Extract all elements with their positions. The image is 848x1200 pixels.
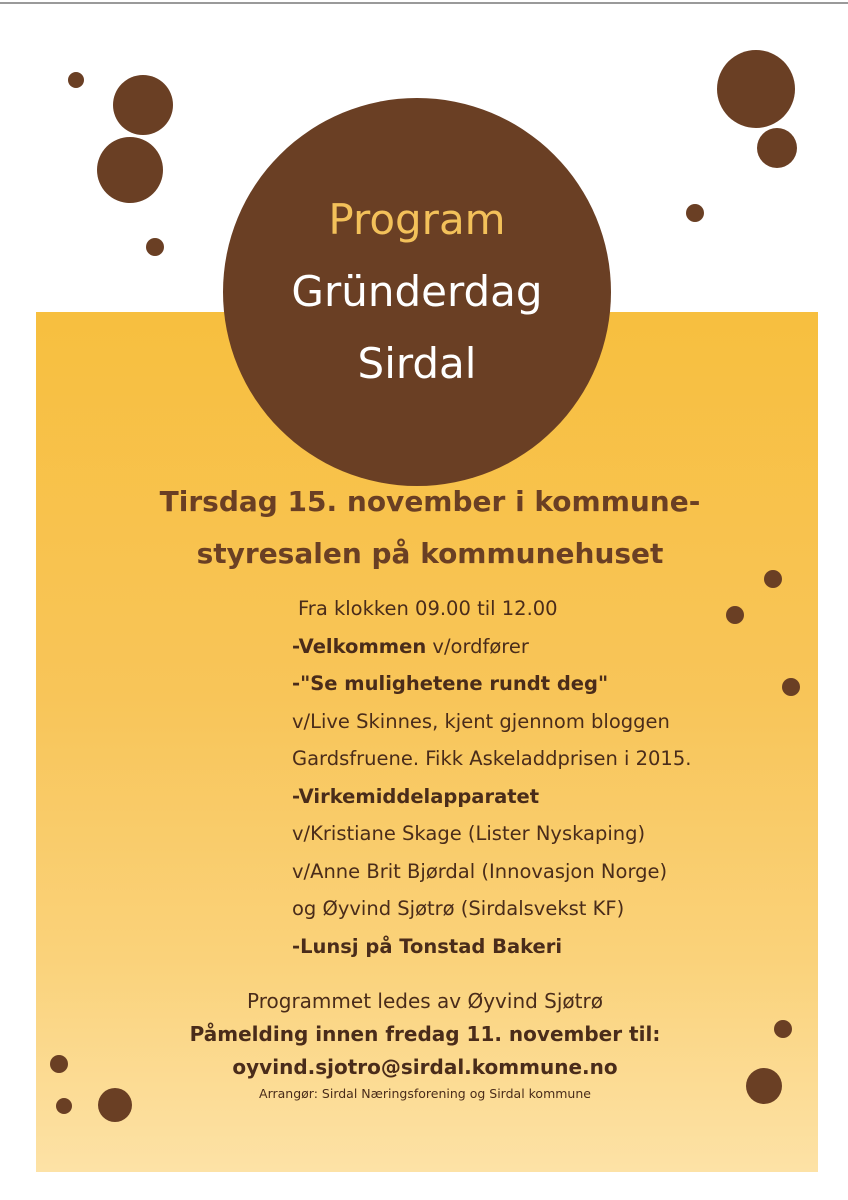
footer-host: Programmet ledes av Øyvind Sjøtrø	[247, 989, 603, 1013]
footer-email: oyvind.sjotro@sirdal.kommune.no	[232, 1055, 618, 1079]
decorative-dot	[68, 72, 84, 88]
program-item-talk-title: -"Se mulighetene rundt deg"	[292, 672, 609, 695]
decorative-dot	[757, 128, 797, 168]
decorative-dot	[113, 75, 173, 135]
program-item-agencies-desc1: v/Kristiane Skage (Lister Nyskaping)	[292, 822, 646, 845]
date-heading-line2: styresalen på kommunehuset	[196, 537, 664, 570]
program-item-lunch: -Lunsj på Tonstad Bakeri	[292, 934, 563, 958]
program-item-agencies-desc2: v/Anne Brit Bjørdal (Innovasjon Norge)	[292, 859, 668, 883]
decorative-dot	[50, 1055, 68, 1073]
footer-organizer: Arrangør: Sirdal Næringsforening og Sirdal kommune	[259, 1086, 591, 1101]
title-program: Program	[328, 195, 506, 244]
date-heading-line1: Tirsdag 15. november i kommune-	[159, 485, 701, 518]
title-circle	[223, 98, 611, 486]
decorative-dot	[97, 137, 163, 203]
footer	[140, 985, 710, 1104]
program-list	[292, 590, 812, 965]
program-time: Fra klokken 09.00 til 12.00	[298, 597, 558, 620]
program-item-agencies-desc3: og Øyvind Sjøtrø (Sirdalsvekst KF)	[292, 897, 625, 920]
title-grunderdag: Gründerdag	[291, 267, 543, 316]
decorative-dot	[774, 1020, 792, 1038]
date-heading	[60, 476, 800, 580]
program-item-welcome	[292, 628, 812, 666]
program-item-welcome-title: -Velkommen	[292, 634, 427, 658]
title-sirdal: Sirdal	[357, 339, 477, 388]
decorative-dot	[146, 238, 164, 256]
program-item-welcome-host: v/ordfører	[426, 634, 529, 658]
program-item-talk-desc1: v/Live Skinnes, kjent gjennom bloggen	[292, 709, 670, 733]
top-rule	[0, 2, 848, 4]
decorative-dot	[98, 1088, 132, 1122]
program-item-agencies-title: -Virkemiddelapparatet	[292, 784, 540, 808]
decorative-dot	[746, 1068, 782, 1104]
decorative-dot	[56, 1098, 72, 1114]
program-item-talk-desc2: Gardsfruene. Fikk Askeladdprisen i 2015.	[292, 747, 692, 770]
decorative-dot	[717, 50, 795, 128]
footer-signup: Påmelding innen fredag 11. november til:	[189, 1022, 661, 1046]
decorative-dot	[686, 204, 704, 222]
